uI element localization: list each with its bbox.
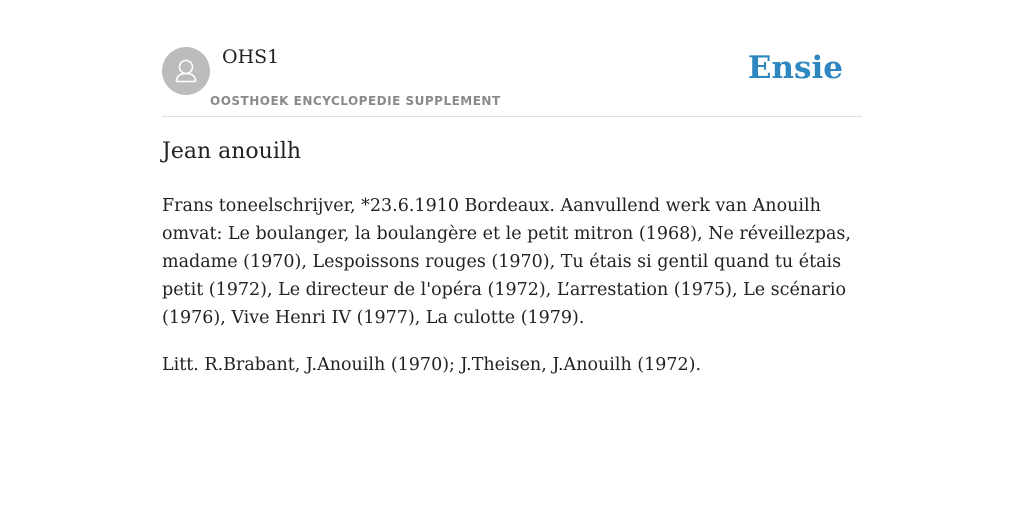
article-body: Frans toneelschrijver, *23.6.1910 Bordeaux. Aanvullend werk van Anouilh omvat: Le boulanger, la boulangère et le petit mitron (1968), Ne réveillezpas, madame (1970), Lespoissons rouges (1970), Tu étais si gentil quand tu étais petit (1972), Le directeur de l'opéra (1972), L’arrestation (1975), Le scénario (1976), Vive Henri IV (1977), La culotte (1979). <box>162 196 851 328</box>
brand-logo[interactable]: Ensie <box>747 50 843 86</box>
source-avatar[interactable] <box>162 47 210 95</box>
source-code-link[interactable]: OHS1 <box>222 46 280 68</box>
article-literature: Litt. R.Brabant, J.Anouilh (1970); J.Theisen, J.Anouilh (1972). <box>162 355 702 375</box>
article-title: Jean anouilh <box>162 139 302 164</box>
user-icon <box>162 47 210 95</box>
source-name-link[interactable]: OOSTHOEK ENCYCLOPEDIE SUPPLEMENT <box>210 94 501 108</box>
article-header <box>162 46 862 117</box>
